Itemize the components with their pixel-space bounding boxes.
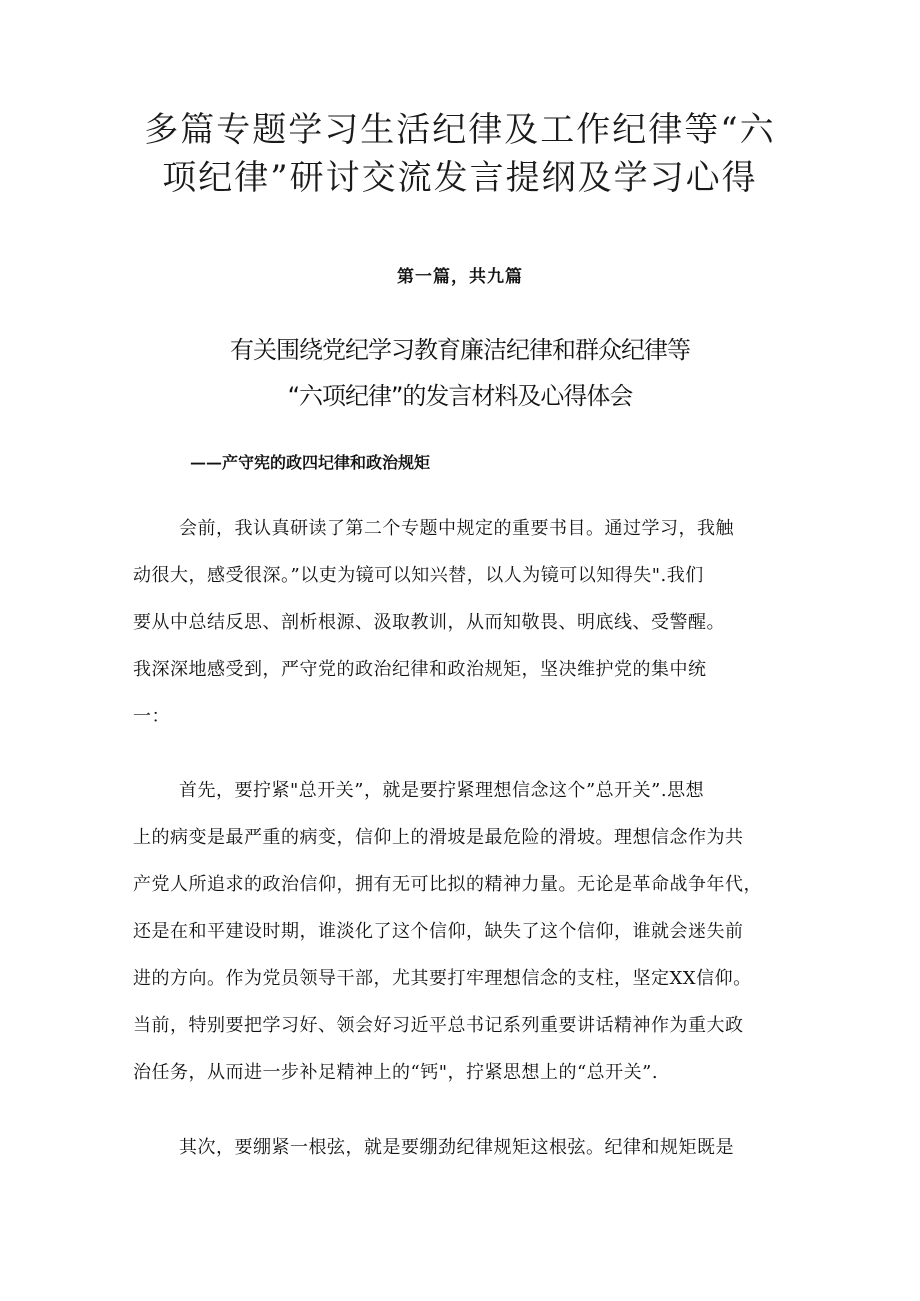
- paragraph-line: 进的方向。作为党员领导干部，尤其要打牢理想信念的支柱，坚定XX信仰。: [133, 968, 752, 989]
- document-title: [120, 106, 800, 202]
- document-title-line-2: 项纪律”研讨交流发言提纲及学习心得: [162, 158, 758, 198]
- article-subtitle: ——产守宪的政四圮律和政治规矩: [190, 453, 431, 472]
- article-heading: [100, 327, 820, 419]
- paragraph-line: 其次，要绷紧一根弦，就是要绷劲纪律规矩这根弦。纪律和规矩既是: [179, 1137, 734, 1158]
- paragraph-line: 一：: [133, 706, 170, 727]
- paragraph-line: 会前，我认真研读了第二个专题中规定的重要书目。通过学习，我触: [179, 518, 734, 539]
- paragraph-line: 还是在和平建设时期，谁淡化了这个信仰，缺失了这个信仰，谁就会迷失前: [133, 921, 744, 942]
- article-heading-line-2: “六项纪律”的发言材料及心得体会: [287, 382, 633, 410]
- paragraph-line: 动很大，感受很深。”以吏为镜可以知兴替，以人为镜可以知得失".我们: [133, 565, 704, 586]
- paragraph-line: 我深深地感受到，严守党的政治纪律和政治规矩，坚决维护党的集中统: [133, 659, 707, 680]
- paragraph-line: 当前，特别要把学习好、领会好习近平总书记系列重要讲话精神作为重大政: [133, 1015, 744, 1036]
- paragraph-line: 产党人所追求的政治信仰，拥有无可比拟的精神力量。无论是革命战争年代，: [133, 874, 762, 895]
- article-label: 第一篇，共九篇: [397, 267, 523, 287]
- document-title-line-1: 多篇专题学习生活纪律及工作纪律等“六: [144, 110, 776, 150]
- paragraph-line: 要从中总结反思、剖析根源、汲取教训，从而知敬畏、明底线、受警醒。: [133, 612, 725, 633]
- article-heading-line-1: 有关围绕党纪学习教育廉洁纪律和群众纪律等: [230, 336, 690, 364]
- paragraph-line: 上的病变是最严重的病变，信仰上的滑坡是最危险的滑坡。理想信念作为共: [133, 827, 744, 848]
- paragraph-2: [133, 767, 813, 1096]
- paragraph-line: 治任务，从而进一步补足精神上的“钙"，拧紧思想上的“总开关”.: [133, 1062, 659, 1083]
- paragraph-3: [133, 1124, 813, 1171]
- paragraph-line: 首先，要拧紧"总开关”，就是要拧紧理想信念这个”总开关”.思想: [179, 780, 705, 801]
- paragraph-1: [133, 505, 813, 740]
